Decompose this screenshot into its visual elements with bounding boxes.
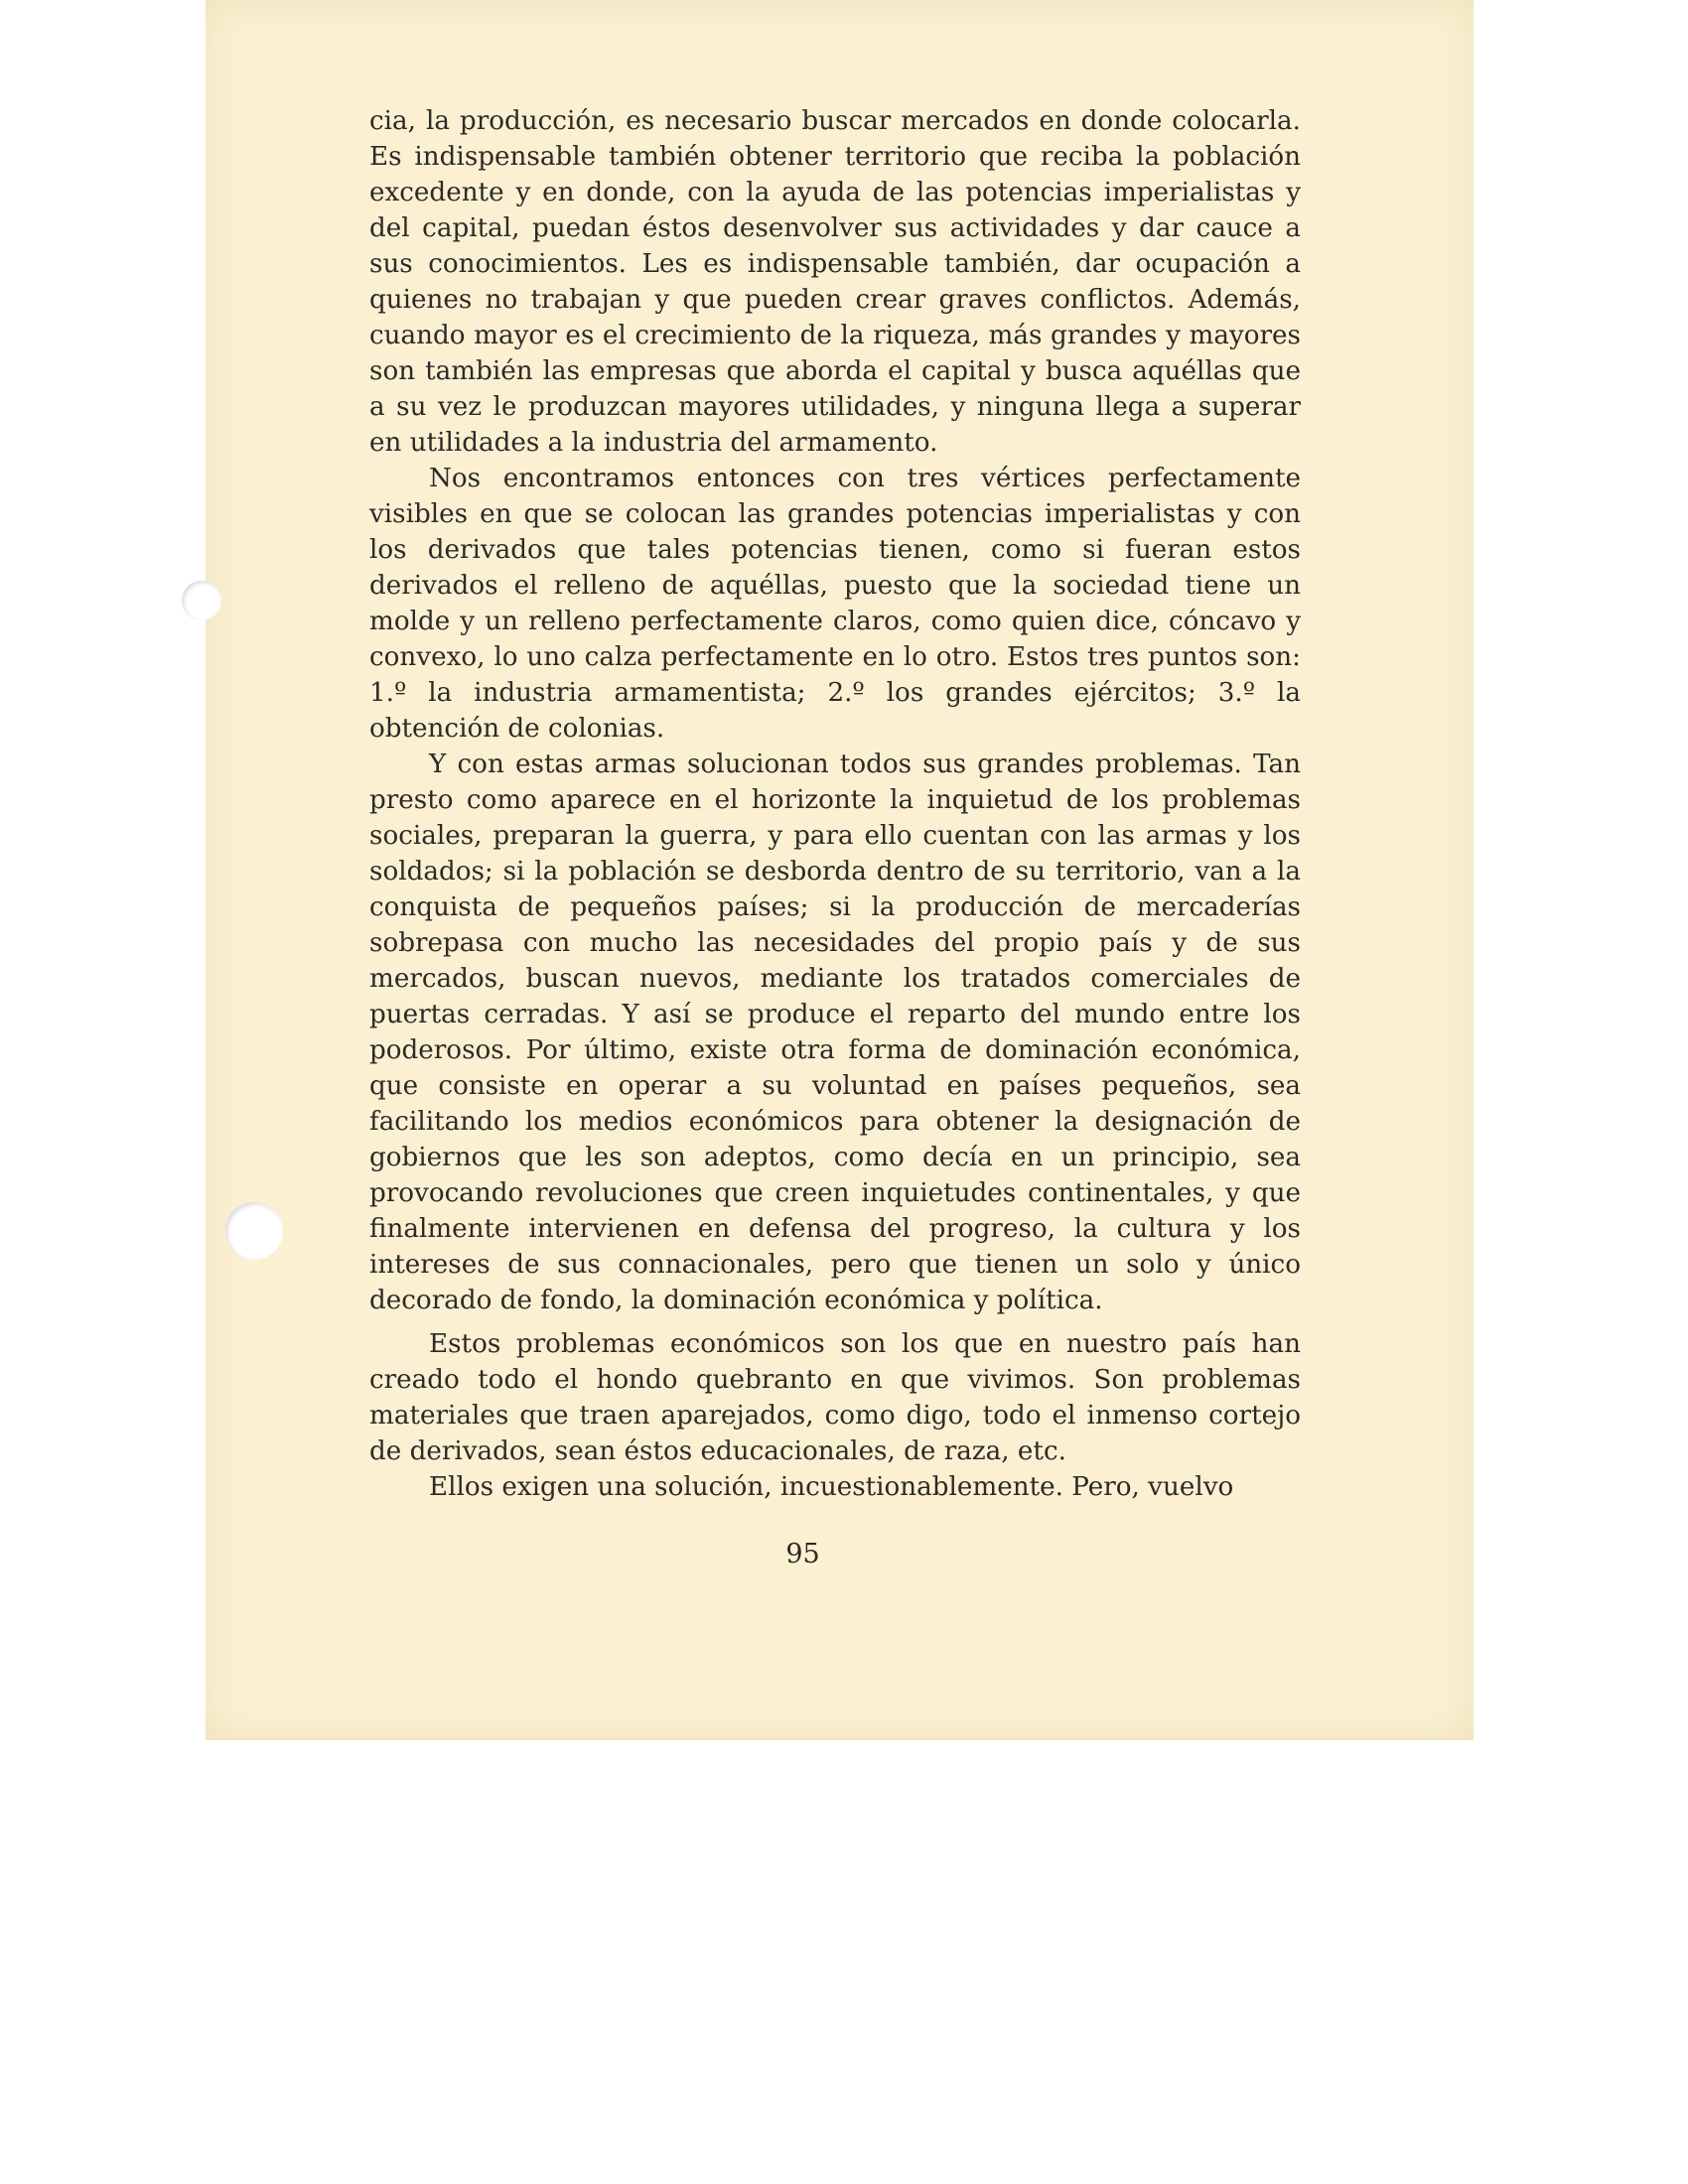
punch-hole bbox=[182, 581, 221, 620]
paragraph: Nos encontramos entonces con tres vértices perfectamente visibles en que se colocan las grandes potencias imperialistas y con los derivados que tales potencias tienen, como si fueran estos derivados el relleno de aquéllas, puesto que la sociedad tiene un molde y un relleno perfectamente claros, como quien dice, cóncavo y convexo, lo uno calza perfectamente en lo otro. Estos tres puntos son: 1.º la industria armamentista; 2.º los grandes ejércitos; 3.º la obtención de colonias. bbox=[369, 464, 1301, 744]
paragraph: Ellos exigen una solución, incuestionablemente. Pero, vuelvo bbox=[429, 1472, 1234, 1502]
book-page bbox=[206, 0, 1474, 1740]
page-number: 95 bbox=[785, 1539, 820, 1570]
paragraph: cia, la producción, es necesario buscar mercados en donde colocarla. Es indispensable también obtener territorio que reciba la población excedente y en donde, con la ayuda de las potencias imperialistas y del capital, puedan éstos desenvolver sus actividades y dar cauce a sus conocimientos. Les es indispensable también, dar ocupación a quienes no trabajan y que pueden crear graves conflictos. Además, cuando mayor es el crecimiento de la riqueza, más grandes y mayores son también las empresas que aborda el capital y busca aquéllas que a su vez le produzcan mayores utilidades, y ninguna llega a superar en utilidades a la industria del armamento. bbox=[369, 106, 1301, 458]
body-text bbox=[369, 103, 1301, 1505]
paragraph: Estos problemas económicos son los que en nuestro país han creado todo el hondo quebranto en que vivimos. Son problemas materiales que traen aparejados, como digo, todo el inmenso cortejo de derivados, sean éstos educacionales, de raza, etc. bbox=[369, 1329, 1301, 1466]
paragraph: Y con estas armas solucionan todos sus grandes problemas. Tan presto como aparece en el horizonte la inquietud de los problemas sociales, preparan la guerra, y para ello cuentan con las armas y los soldados; si la población se desborda dentro de su territorio, van a la conquista de pequeños países; si la producción de mercaderías sobrepasa con mucho las necesidades del propio país y de sus mercados, buscan nuevos, mediante los tratados comerciales de puertas cerradas. Y así se produce el reparto del mundo entre los poderosos. Por último, existe otra forma de dominación económica, que consiste en operar a su voluntad en países pequeños, sea facilitando los medios económicos para obtener la designación de gobiernos que les son adeptos, como decía en un principio, sea provocando revoluciones que creen inquietudes continentales, y que finalmente intervienen en defensa del progreso, la cultura y los intereses de sus connacionales, pero que tienen un solo y único decorado de fondo, la dominación económica y política. bbox=[369, 750, 1301, 1315]
punch-hole bbox=[225, 1202, 283, 1260]
